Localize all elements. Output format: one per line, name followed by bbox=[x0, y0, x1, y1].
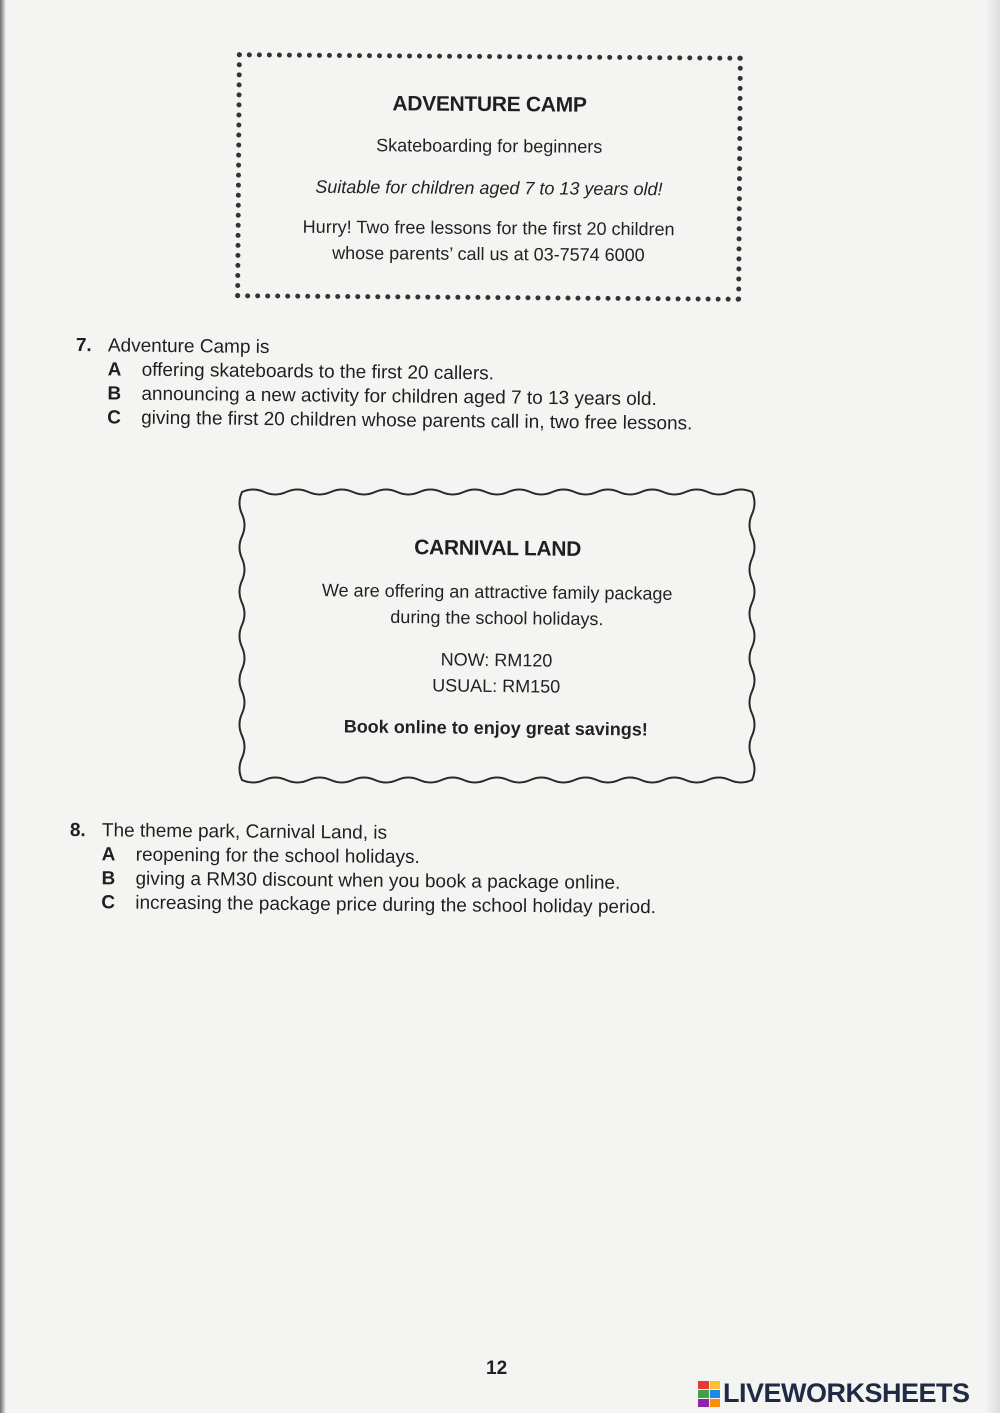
question-text: Adventure Camp is bbox=[107, 335, 270, 359]
option-text: announcing a new activity for children aged 7 to 13 years old. bbox=[141, 383, 657, 411]
option-letter: A bbox=[101, 844, 116, 866]
carnival-land-notice bbox=[232, 482, 762, 792]
option-letter: B bbox=[101, 868, 116, 890]
question-7 bbox=[75, 335, 693, 435]
answer-option-c[interactable] bbox=[101, 892, 656, 919]
answer-option-a[interactable] bbox=[108, 359, 693, 387]
option-text: giving the first 20 children whose parents call in, two free lessons. bbox=[141, 407, 693, 435]
notice-line: during the school holidays. bbox=[390, 606, 604, 630]
question-number: 8. bbox=[69, 820, 86, 842]
logo-tile bbox=[710, 1381, 721, 1389]
option-letter: C bbox=[101, 892, 116, 914]
scan-edge bbox=[0, 0, 6, 1413]
question-text: The theme park, Carnival Land, is bbox=[101, 820, 388, 844]
notice-title: ADVENTURE CAMP bbox=[392, 92, 587, 117]
answer-option-c[interactable] bbox=[107, 407, 692, 435]
question-number: 7. bbox=[75, 335, 92, 357]
option-text: giving a RM30 discount when you book a package online. bbox=[135, 868, 621, 894]
logo-tile bbox=[698, 1390, 709, 1398]
price-usual: USUAL: RM150 bbox=[432, 675, 561, 697]
option-text: offering skateboards to the first 20 callers. bbox=[141, 359, 495, 385]
logo-tile bbox=[698, 1381, 709, 1389]
option-letter: A bbox=[107, 359, 122, 381]
option-letter: C bbox=[107, 407, 121, 429]
liveworksheets-logo-icon bbox=[698, 1381, 720, 1407]
option-letter: B bbox=[107, 383, 122, 405]
notice-line: Hurry! Two free lessons for the first 20 children bbox=[302, 216, 675, 240]
answer-option-b[interactable] bbox=[101, 868, 656, 895]
notice-title: CARNIVAL LAND bbox=[414, 536, 582, 561]
notice-call-to-action: Book online to enjoy great savings! bbox=[343, 716, 648, 740]
option-text: increasing the package price during the school holiday period. bbox=[135, 892, 657, 919]
notice-line: whose parents’ call us at 03-7574 6000 bbox=[332, 242, 645, 266]
page-number: 12 bbox=[486, 1358, 508, 1379]
logo-tile bbox=[698, 1399, 709, 1407]
logo-tile bbox=[710, 1399, 721, 1407]
logo-tile bbox=[710, 1390, 721, 1398]
price-now: NOW: RM120 bbox=[440, 649, 553, 671]
answer-option-a[interactable] bbox=[102, 844, 657, 871]
scan-edge bbox=[986, 0, 1000, 1413]
notice-line: Skateboarding for beginners bbox=[376, 135, 603, 157]
brand-watermark bbox=[698, 1378, 970, 1409]
question-stem bbox=[70, 820, 657, 847]
option-text: reopening for the school holidays. bbox=[135, 844, 420, 869]
brand-name: LIVEWORKSHEETS bbox=[723, 1378, 970, 1408]
adventure-camp-notice bbox=[235, 52, 743, 302]
notice-line: Suitable for children aged 7 to 13 years old! bbox=[315, 176, 663, 200]
question-8 bbox=[69, 820, 657, 919]
notice-line: We are offering an attractive family package bbox=[321, 580, 673, 604]
answer-option-b[interactable] bbox=[107, 383, 692, 411]
